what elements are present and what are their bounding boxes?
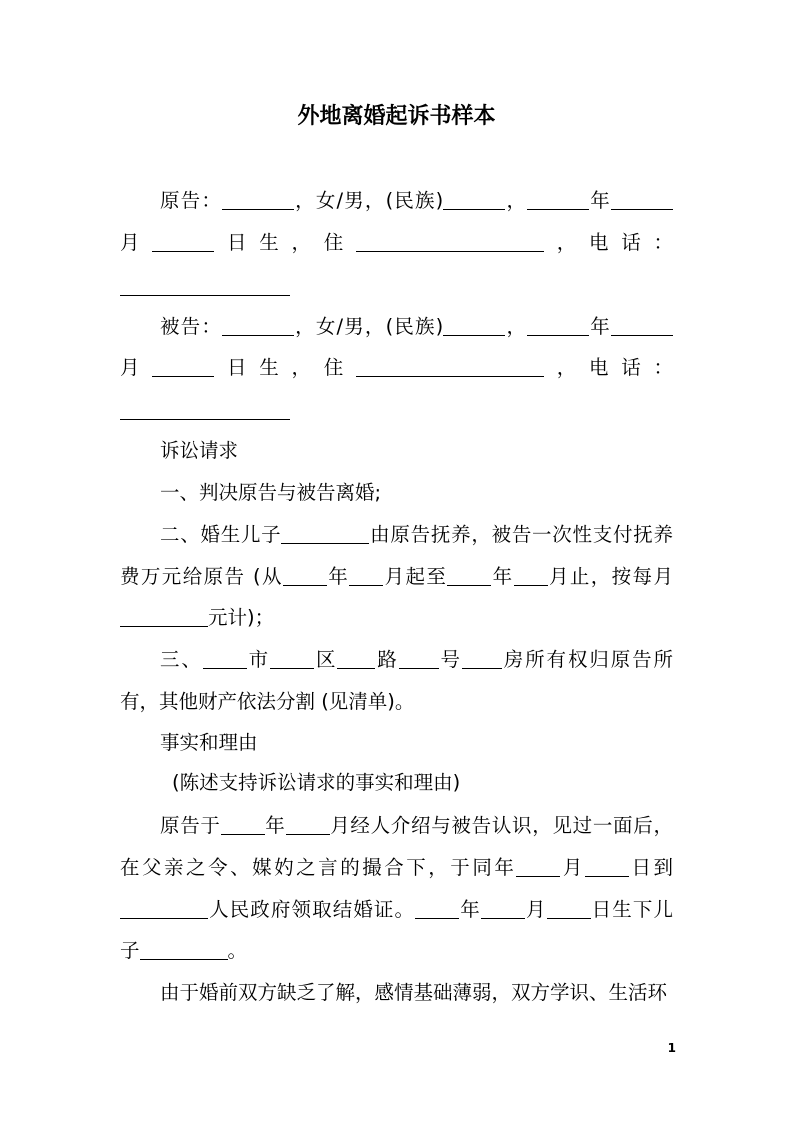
claim-2-line-1: 二、婚生儿子 由原告抚养，被告一次性支付抚养 (160, 523, 673, 546)
facts-p1-line-4: 子 。 (120, 939, 248, 962)
claim-2-line-2: 费万元给原告 (从 年 月起至 年 月止，按每月 (120, 565, 673, 588)
defendant-line-1: 被告： ，女/男，(民族) ， 年 (160, 310, 673, 344)
facts-p2-line-1: 由于婚前双方缺乏了解，感情基础薄弱，双方学识、生活环 (160, 981, 668, 1004)
page-number: 1 (667, 1041, 676, 1055)
claims-heading: 诉讼请求 (160, 439, 239, 462)
defendant-phone-line (120, 394, 673, 428)
facts-p1-line-1: 原告于 年 月经人介绍与被告认识，见过一面后， (160, 814, 673, 837)
facts-p1-line-3: 人民政府领取结婚证。 年 月 日生下儿 (120, 893, 673, 927)
plaintiff-line-1: 原告： ，女/男，(民族) ， 年 (160, 184, 673, 218)
claim-1: 一、判决原告与被告离婚; (160, 481, 382, 504)
plaintiff-line-2: 月 日生，住 ，电话： (120, 231, 673, 254)
facts-p1-line-2: 在父亲之令、媒妁之言的撮合下，于同年 月 日到 (120, 856, 673, 879)
facts-note: (陈述支持诉讼请求的事实和理由) (172, 771, 461, 794)
facts-heading: 事实和理由 (160, 731, 258, 754)
claim-2-line-3: 元计)； (120, 601, 673, 635)
plaintiff-phone-line (120, 270, 673, 304)
defendant-line-2: 月 日生，住 ，电话： (120, 356, 673, 379)
claim-3-line-1: 三、 市 区 路 号 房所有权归原告所 (160, 648, 673, 671)
claim-3-line-2: 有，其他财产依法分割 (见清单)。 (120, 690, 415, 713)
document-title: 外地离婚起诉书样本 (297, 104, 496, 129)
